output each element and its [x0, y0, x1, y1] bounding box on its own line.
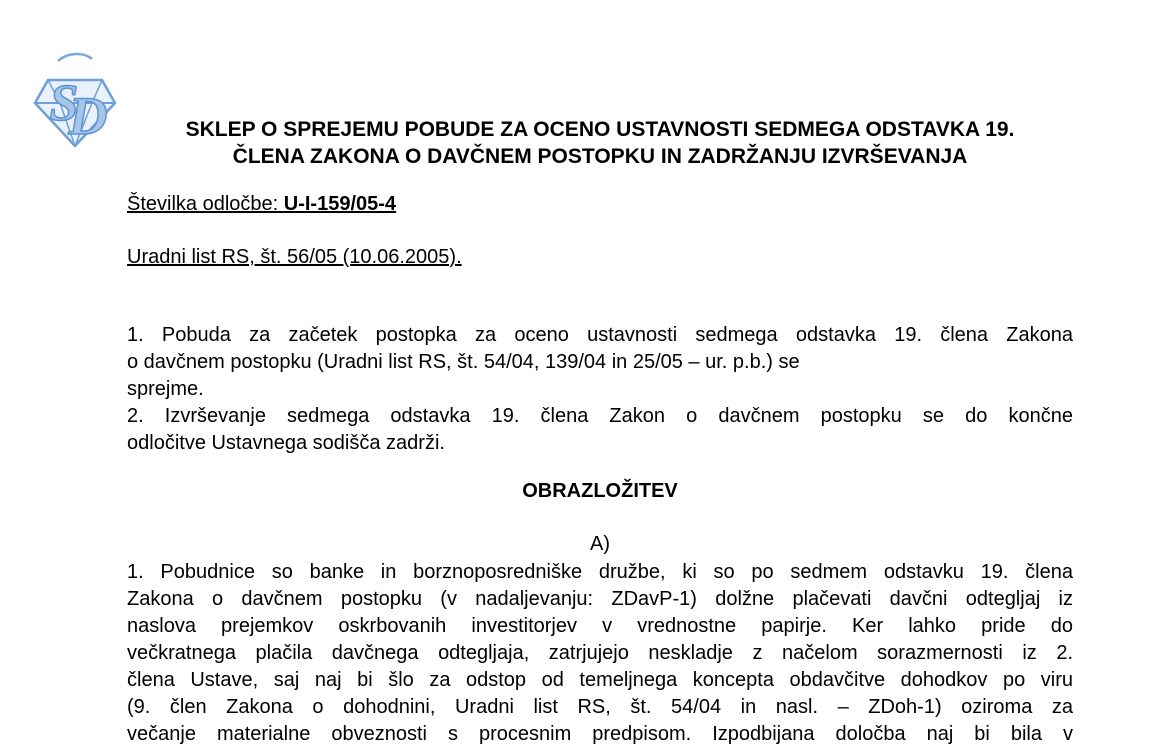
reasoning-paragraph-1-line-4: večkratnega plačila davčnega odtegljaja, zatrjujejo neskladje z načelom sorazmernosti iz 2. [127, 642, 1073, 664]
decision-title-line-1: SKLEP O SPREJEMU POBUDE ZA OCENO USTAVNOSTI SEDMEGA ODSTAVKA 19. [185, 118, 1015, 141]
official-gazette-text: Uradni list RS, št. 56/05 (10.06.2005). [127, 246, 462, 268]
order-paragraph-2-line-2: odločitve Ustavnega sodišča zadrži. [127, 432, 445, 454]
order-paragraph-2-line-1: 2. Izvrševanje sedmega odstavka 19. člena Zakon o davčnem postopku se do končne [127, 405, 1073, 427]
decision-title [127, 116, 1073, 170]
reasoning-paragraph-1-line-5: člena Ustave, saj naj bi šlo za odstop od temeljnega koncepta obdavčitve dohodkov po viru [127, 669, 1073, 691]
order-paragraph-1-line-2: o davčnem postopku (Uradni list RS, št. 54/04, 139/04 in 25/05 – ur. p.b.) se [127, 351, 800, 373]
order-paragraph-1 [127, 322, 1073, 403]
logo-letter-d: D [68, 86, 108, 146]
order-paragraph-1-line-1: 1. Pobuda za začetek postopka za oceno ustavnosti sedmega odstavka 19. člena Zakona [127, 324, 1073, 346]
reasoning-paragraph-1-line-3: naslova prejemkov oskrbovanih investitorjev v vrednostne papirje. Ker lahko pride do [127, 615, 1073, 637]
order-paragraph-2 [127, 403, 1073, 457]
reasoning-section-a-label: A) [590, 533, 610, 555]
reasoning-paragraph-1-line-1: 1. Pobudnice so banke in borznoposredniške družbe, ki so po sedmem odstavku 19. člena [127, 561, 1073, 583]
reasoning-paragraph-1-line-6: (9. člen Zakona o dohodnini, Uradni list RS, št. 54/04 in nasl. – ZDoh-1) oziroma za [127, 696, 1073, 718]
reasoning-heading: OBRAZLOŽITEV [522, 480, 678, 502]
reasoning-paragraph-1 [127, 559, 1073, 748]
reasoning-paragraph-1-line-2: Zakona o davčnem postopku (v nadaljevanju: ZDavP-1) dolžne plačevati davčni odtegljaj iz [127, 588, 1073, 610]
document-page [127, 0, 1073, 748]
logo-letter-s: S [49, 75, 79, 132]
case-number-line [127, 191, 1073, 218]
case-number-value: U-I-159/05-4 [283, 193, 397, 215]
sd-diamond-logo-icon [30, 50, 120, 155]
decision-title-line-2: ČLENA ZAKONA O DAVČNEM POSTOPKU IN ZADRŽANJU IZVRŠEVANJA [232, 145, 968, 168]
official-gazette-line [127, 244, 1073, 271]
case-number-label: Številka odločbe: [127, 193, 284, 215]
reasoning-paragraph-1-line-7: večanje materialne obveznosti s procesnim predpisom. Izpodbijana določba naj bi bila v [127, 723, 1073, 745]
order-paragraph-1-line-3: sprejme. [127, 378, 204, 400]
